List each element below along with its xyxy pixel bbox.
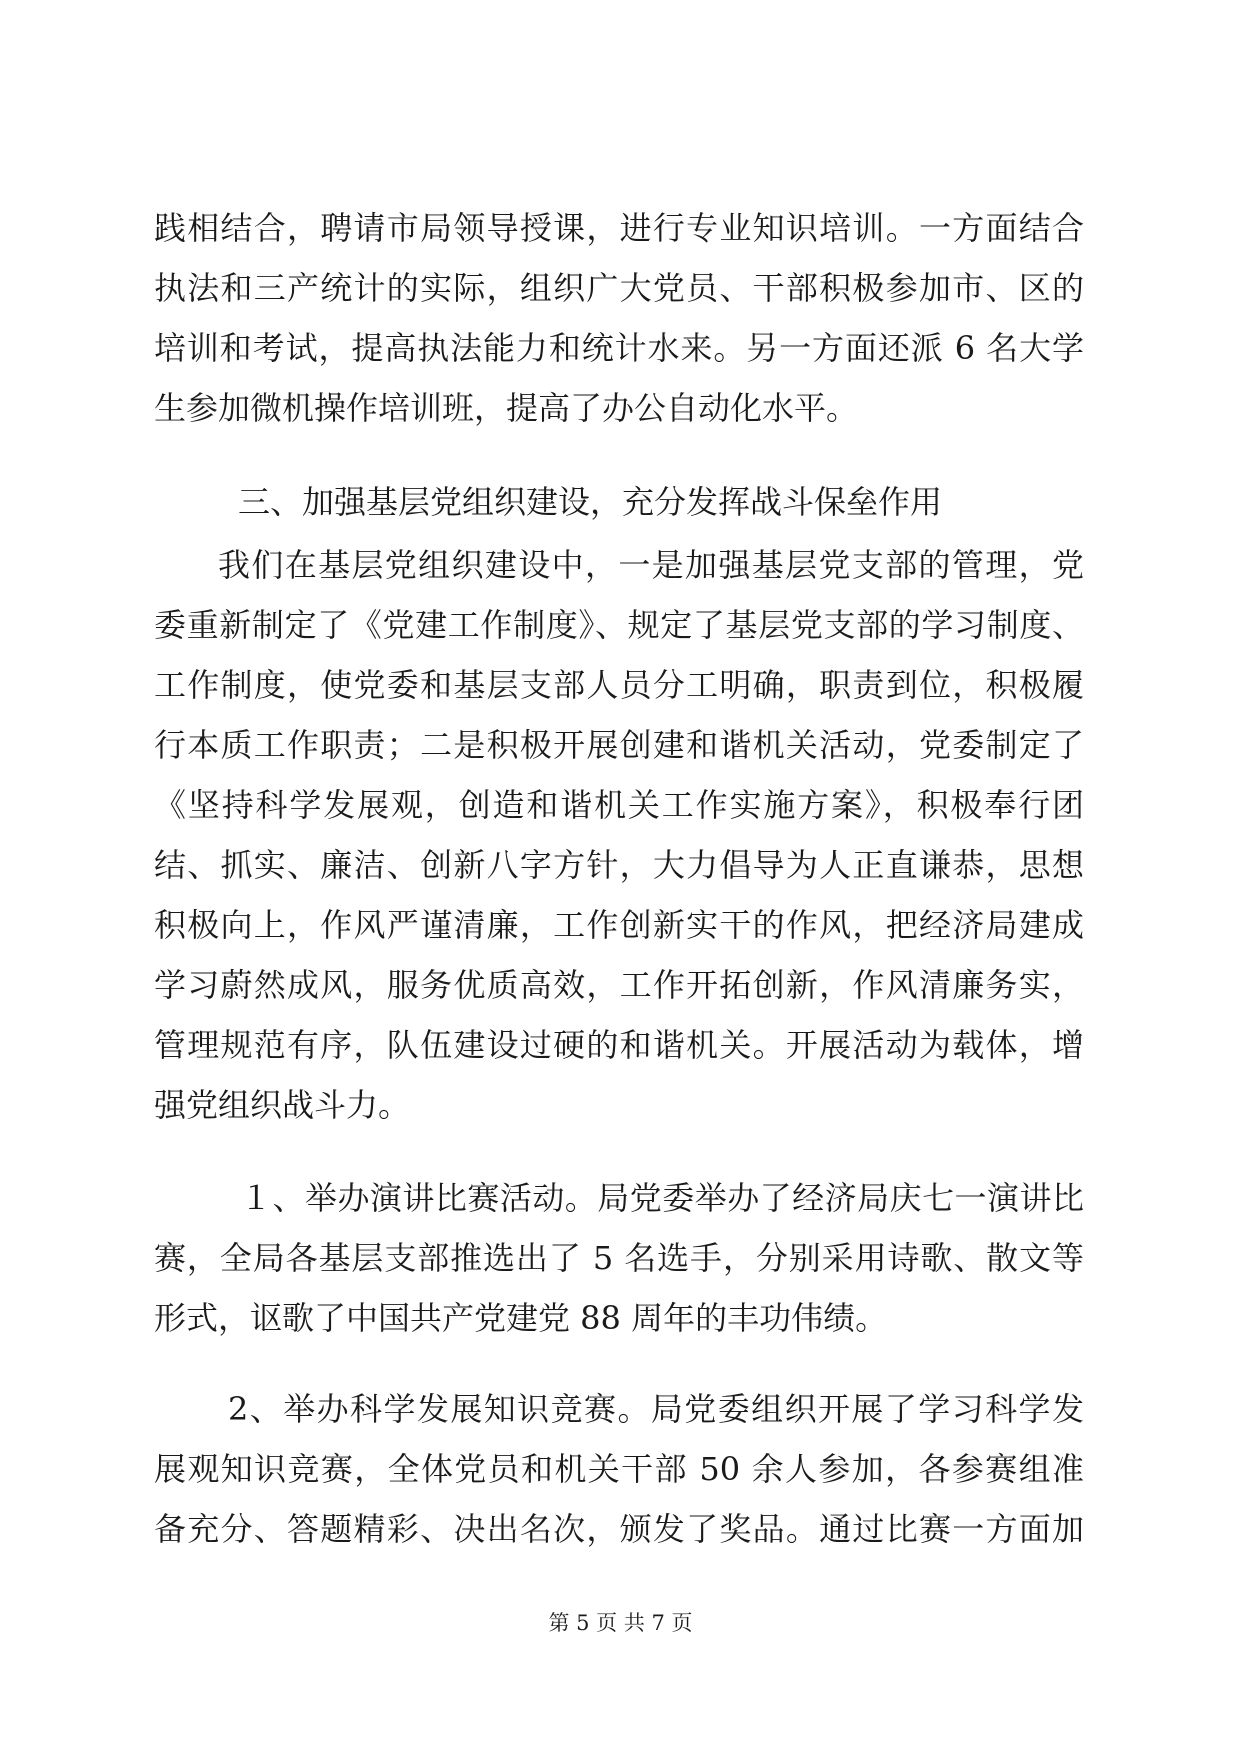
list-item-line: 备充分、答题精彩、决出名次，颁发了奖品。通过比赛一方面加 — [154, 1510, 1084, 1548]
list-item-line: 形式，讴歌了中国共产党建党 88 周年的丰功伟绩。 — [154, 1299, 888, 1337]
body-line: 积极向上，作风严谨清廉，工作创新实干的作风，把经济局建成 — [154, 906, 1084, 944]
body-line: 学习蔚然成风，服务优质高效，工作开拓创新，作风清廉务实， — [154, 966, 1084, 1004]
list-item-line: 2、举办科学发展知识竞赛。局党委组织开展了学习科学发 — [228, 1390, 1084, 1428]
section-heading: 三、加强基层党组织建设，充分发挥战斗保垒作用 — [238, 483, 943, 521]
body-line: 《坚持科学发展观，创造和谐机关工作实施方案》，积极奉行团 — [154, 786, 1084, 824]
body-line: 培训和考试，提高执法能力和统计水来。另一方面还派 6 名大学 — [154, 329, 1084, 367]
body-line: 生参加微机操作培训班，提高了办公自动化水平。 — [154, 389, 859, 427]
body-line: 强党组织战斗力。 — [154, 1086, 411, 1124]
page-footer: 第 5 页 共 7 页 — [548, 1611, 693, 1635]
list-item-line: １、举办演讲比赛活动。局党委举办了经济局庆七一演讲比 — [240, 1179, 1084, 1217]
body-line: 我们在基层党组织建设中，一是加强基层党支部的管理，党 — [218, 546, 1084, 584]
body-line: 执法和三产统计的实际，组织广大党员、干部积极参加市、区的 — [154, 269, 1084, 307]
body-line: 结、抓实、廉洁、创新八字方针，大力倡导为人正直谦恭，思想 — [154, 846, 1084, 884]
body-line: 工作制度，使党委和基层支部人员分工明确，职责到位，积极履 — [154, 666, 1084, 704]
body-line: 委重新制定了《党建工作制度》、规定了基层党支部的学习制度、 — [154, 606, 1084, 644]
body-line: 践相结合，聘请市局领导授课，进行专业知识培训。一方面结合 — [154, 209, 1084, 247]
list-item-line: 展观知识竞赛，全体党员和机关干部 50 余人参加，各参赛组准 — [154, 1450, 1084, 1488]
list-item-line: 赛，全局各基层支部推选出了 5 名选手，分别采用诗歌、散文等 — [154, 1239, 1084, 1277]
body-line: 管理规范有序，队伍建设过硬的和谐机关。开展活动为载体，增 — [154, 1026, 1084, 1064]
body-line: 行本质工作职责；二是积极开展创建和谐机关活动，党委制定了 — [154, 726, 1084, 764]
